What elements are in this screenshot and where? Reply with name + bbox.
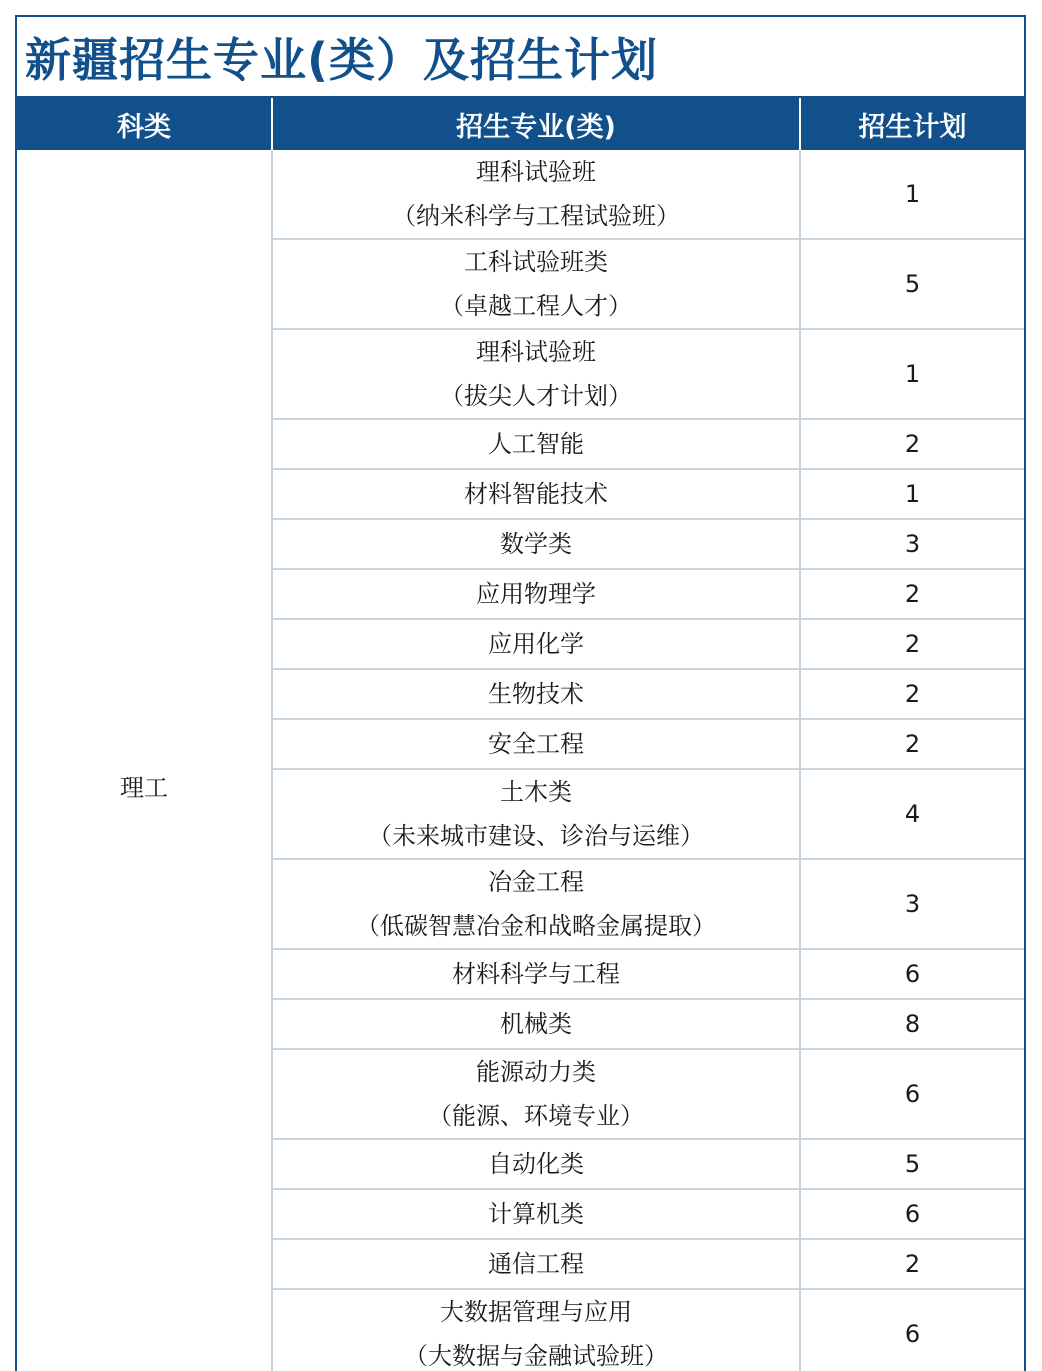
major-name: 冶金工程 [488, 868, 584, 896]
plan-count-cell: 1 [800, 329, 1024, 419]
major-name: 机械类 [500, 1010, 572, 1038]
table-header-row [17, 98, 1024, 150]
page-title: 新疆招生专业(类）及招生计划 [17, 17, 1024, 98]
major-cell [272, 419, 800, 469]
major-subtitle: （卓越工程人才） [440, 292, 632, 320]
major-name: 人工智能 [488, 430, 584, 458]
major-name: 数学类 [500, 530, 572, 558]
column-header-plan: 招生计划 [800, 98, 1024, 150]
plan-count-cell: 2 [800, 619, 1024, 669]
major-name: 工科试验班类 [464, 248, 608, 276]
major-cell [272, 859, 800, 949]
major-cell [272, 999, 800, 1049]
column-header-category: 科类 [17, 98, 272, 150]
major-cell [272, 1289, 800, 1371]
plan-count-cell: 1 [800, 150, 1024, 239]
major-cell [272, 569, 800, 619]
major-cell [272, 1139, 800, 1189]
major-cell [272, 1189, 800, 1239]
major-cell [272, 619, 800, 669]
plan-count-cell: 5 [800, 239, 1024, 329]
major-name: 计算机类 [488, 1200, 584, 1228]
major-name: 通信工程 [488, 1250, 584, 1278]
major-cell [272, 329, 800, 419]
major-name: 理科试验班 [476, 158, 596, 186]
plan-count-cell: 1 [800, 469, 1024, 519]
major-name: 土木类 [500, 778, 572, 806]
major-subtitle: （纳米科学与工程试验班） [392, 202, 680, 230]
major-subtitle: （低碳智慧冶金和战略金属提取） [356, 912, 716, 940]
major-name: 理科试验班 [476, 338, 596, 366]
plan-count-cell: 3 [800, 859, 1024, 949]
major-subtitle: （能源、环境专业） [428, 1102, 644, 1130]
plan-count-cell: 8 [800, 999, 1024, 1049]
major-cell [272, 719, 800, 769]
major-cell [272, 669, 800, 719]
major-name: 应用化学 [488, 630, 584, 658]
plan-count-cell: 6 [800, 1189, 1024, 1239]
major-subtitle: （大数据与金融试验班） [404, 1342, 668, 1370]
major-name: 材料智能技术 [464, 480, 608, 508]
major-name: 生物技术 [488, 680, 584, 708]
plan-count-cell: 6 [800, 1289, 1024, 1371]
major-subtitle: （未来城市建设、诊治与运维） [368, 822, 704, 850]
table-body [17, 150, 1024, 1371]
major-cell [272, 1239, 800, 1289]
plan-count-cell: 2 [800, 1239, 1024, 1289]
major-name: 大数据管理与应用 [440, 1298, 632, 1326]
major-name: 材料科学与工程 [452, 960, 620, 988]
plan-count-cell: 3 [800, 519, 1024, 569]
plan-count-cell: 2 [800, 719, 1024, 769]
plan-count-cell: 2 [800, 669, 1024, 719]
major-name: 能源动力类 [476, 1058, 596, 1086]
major-subtitle: （拔尖人才计划） [440, 382, 632, 410]
plan-count-cell: 5 [800, 1139, 1024, 1189]
major-cell [272, 519, 800, 569]
major-cell [272, 949, 800, 999]
major-cell [272, 769, 800, 859]
plan-count-cell: 4 [800, 769, 1024, 859]
major-cell [272, 1049, 800, 1139]
major-cell [272, 150, 800, 239]
major-cell [272, 239, 800, 329]
plan-count-cell: 2 [800, 419, 1024, 469]
plan-count-cell: 6 [800, 1049, 1024, 1139]
plan-count-cell: 2 [800, 569, 1024, 619]
major-name: 应用物理学 [476, 580, 596, 608]
major-name: 自动化类 [488, 1150, 584, 1178]
table-row [17, 150, 1024, 239]
enrollment-table [17, 98, 1024, 1371]
plan-count-cell: 6 [800, 949, 1024, 999]
category-cell: 理工 [17, 150, 272, 1371]
major-name: 安全工程 [488, 730, 584, 758]
enrollment-plan-panel [15, 15, 1026, 1371]
column-header-major: 招生专业(类) [272, 98, 800, 150]
major-cell [272, 469, 800, 519]
